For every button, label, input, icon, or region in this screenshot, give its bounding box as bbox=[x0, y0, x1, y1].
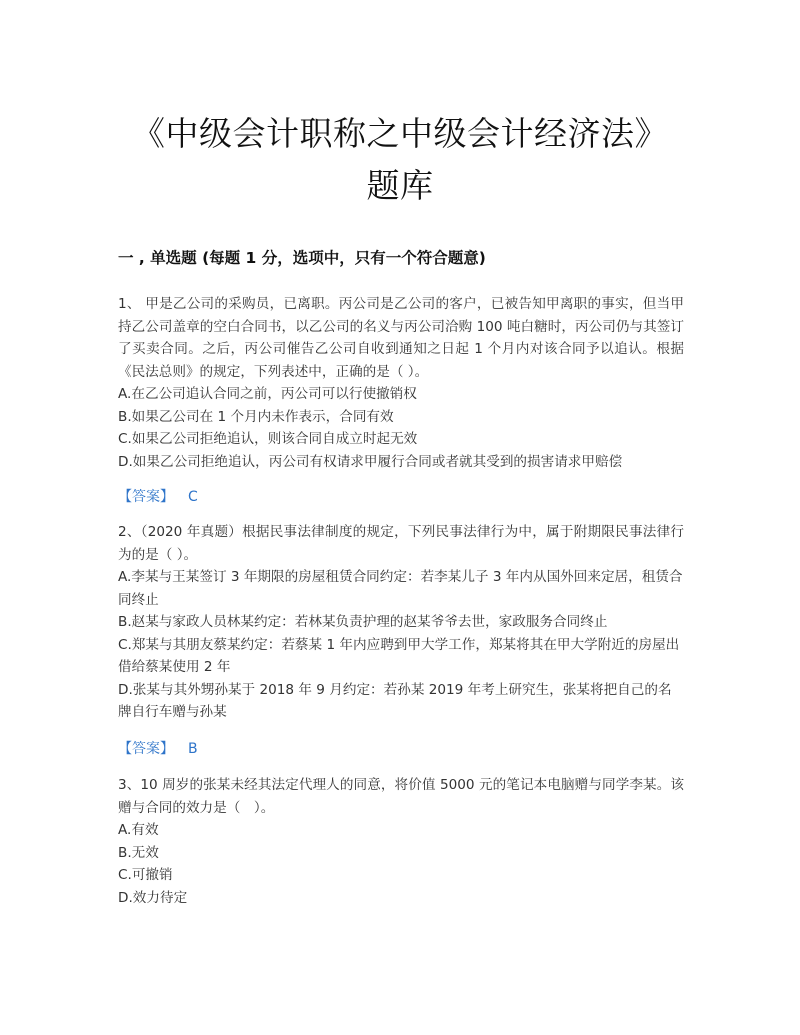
option-d: D.张某与其外甥孙某于 2018 年 9 月约定：若孙某 2019 年考上研究生，张某将把自己的名牌自行车赠与孙某 bbox=[118, 681, 672, 720]
answer-value: C bbox=[188, 489, 198, 505]
question-stem: 3、10 周岁的张某未经其法定代理人的同意，将价值 5000 元的笔记本电脑赠与同学李某。该赠与合同的效力是（ ）。 bbox=[118, 777, 684, 816]
option-b: B.如果乙公司在 1 个月内未作表示，合同有效 bbox=[118, 408, 394, 425]
question-stem: 2、（2020 年真题）根据民事法律制度的规定，下列民事法律行为中，属于附期限民事法律行为的是（ ）。 bbox=[118, 524, 684, 563]
option-a: A.在乙公司追认合同之前，丙公司可以行使撤销权 bbox=[118, 386, 417, 402]
question-1 bbox=[118, 293, 684, 473]
option-c: C.可撤销 bbox=[118, 867, 173, 883]
document-title: 《中级会计职称之中级会计经济法》 bbox=[132, 114, 668, 153]
option-c: C.郑某与其朋友蔡某约定：若蔡某 1 年内应聘到甲大学工作，郑某将其在甲大学附近的房屋出借给蔡某使用 2 年 bbox=[118, 636, 680, 675]
option-list bbox=[118, 383, 684, 473]
option-c: C.如果乙公司拒绝追认，则该合同自成立时起无效 bbox=[118, 431, 418, 447]
question-2 bbox=[118, 521, 684, 724]
answer-label: 【答案】 bbox=[118, 489, 174, 505]
answer-value: B bbox=[188, 741, 198, 757]
option-d: D.如果乙公司拒绝追认，丙公司有权请求甲履行合同或者就其受到的损害请求甲赔偿 bbox=[118, 453, 623, 470]
option-d: D.效力待定 bbox=[118, 889, 188, 906]
question-3 bbox=[118, 774, 684, 909]
option-list bbox=[118, 819, 684, 909]
option-b: B.无效 bbox=[118, 844, 159, 861]
option-a: A.李某与王某签订 3 年期限的房屋租赁合同约定：若李某儿子 3 年内从国外回来定居，租赁合同终止 bbox=[118, 569, 683, 608]
option-a: A.有效 bbox=[118, 822, 159, 838]
answer-2 bbox=[118, 738, 198, 760]
document-subtitle: 题库 bbox=[366, 166, 434, 205]
option-b: B.赵某与家政人员林某约定：若林某负责护理的赵某爷爷去世，家政服务合同终止 bbox=[118, 614, 608, 630]
section-heading: 一 , 单选题 (每题 1 分，选项中，只有一个符合题意) bbox=[118, 249, 486, 267]
option-list bbox=[118, 566, 684, 724]
answer-1 bbox=[118, 486, 198, 508]
question-stem: 1、 甲是乙公司的采购员，已离职。丙公司是乙公司的客户，已被告知甲离职的事实，但当甲持乙公司盖章的空白合同书，以乙公司的名义与丙公司洽购 100 吨白糖时，丙公司仍与其签订了买卖合同。之后，丙公司催告乙公司自收到通知之日起 1 个月内对该合同予以追认。根据《民法总则》的规定，下列表述中，正确的是（ ）。 bbox=[118, 296, 684, 380]
answer-label: 【答案】 bbox=[118, 741, 174, 757]
